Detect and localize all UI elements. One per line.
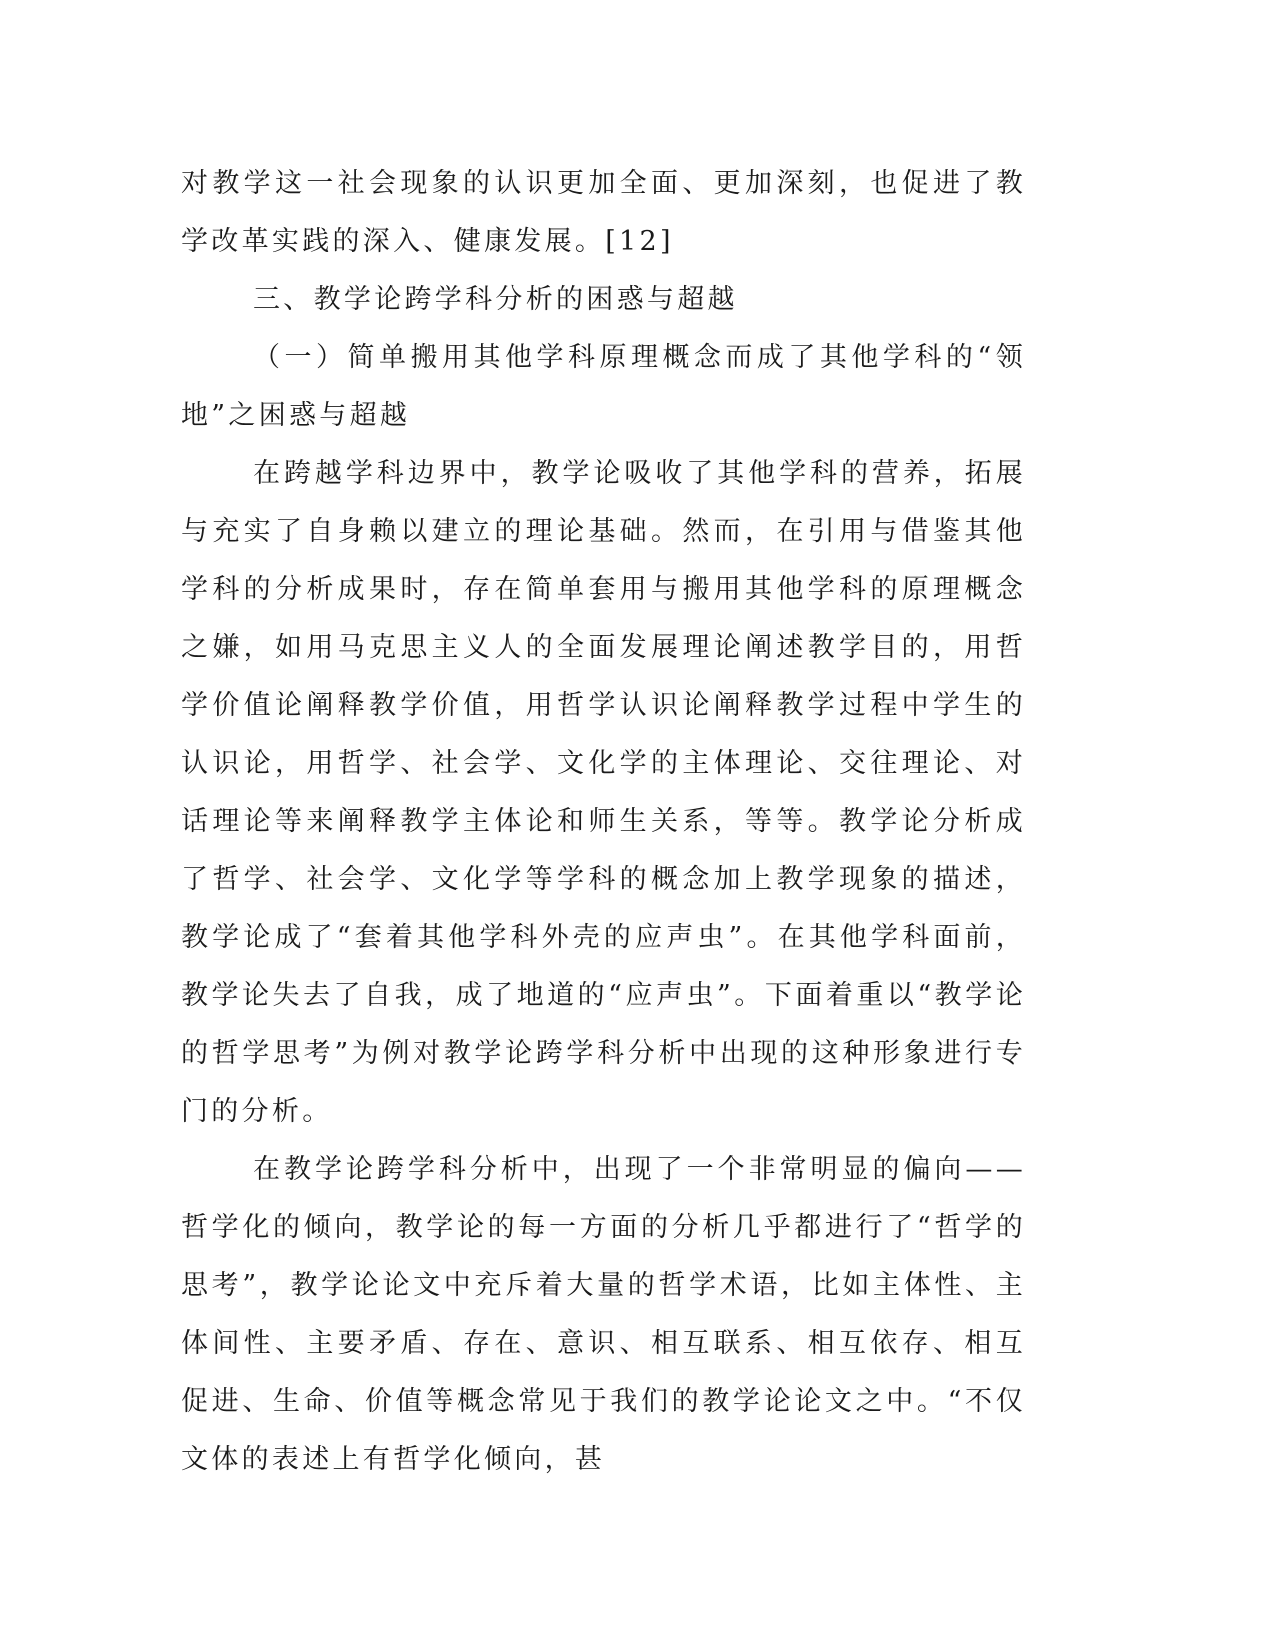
- subsection-heading: （一）简单搬用其他学科原理概念而成了其他学科的“领地”之困惑与超越: [181, 342, 1026, 431]
- body-paragraph-1: 在跨越学科边界中，教学论吸收了其他学科的营养，拓展与充实了自身赖以建立的理论基础。然而，在引用与借鉴其他学科的分析成果时，存在简单套用与搬用其他学科的原理概念之嫌，如用马克思主义人的全面发展理论阐述教学目的，用哲学价值论阐释教学价值，用哲学认识论阐释教学过程中学生的认识论，用哲学、社会学、文化学的主体理论、交往理论、对话理论等来阐释教学主体论和师生关系，等等。教学论分析成了哲学、社会学、文化学等学科的概念加上教学现象的描述，教学论成了“套着其他学科外壳的应声虫”。在其他学科面前，教学论失去了自我，成了地道的“应声虫”。下面着重以“教学论的哲学思考”为例对教学论跨学科分析中出现的这种形象进行专门的分析。: [181, 458, 1026, 1127]
- section-heading: 三、教学论跨学科分析的困惑与超越: [253, 284, 738, 315]
- body-paragraph-2: 在教学论跨学科分析中，出现了一个非常明显的偏向——哲学化的倾向，教学论的每一方面的分析几乎都进行了“哲学的思考”，教学论论文中充斥着大量的哲学术语，比如主体性、主体间性、主要矛盾、存在、意识、相互联系、相互依存、相互促进、生命、价值等概念常见于我们的教学论论文之中。“不仅文体的表述上有哲学化倾向，甚: [181, 1154, 1026, 1475]
- paragraph-continuation: 对教学这一社会现象的认识更加全面、更加深刻，也促进了教学改革实践的深入、健康发展。[12]: [181, 168, 1026, 257]
- document-body: [181, 155, 1026, 1489]
